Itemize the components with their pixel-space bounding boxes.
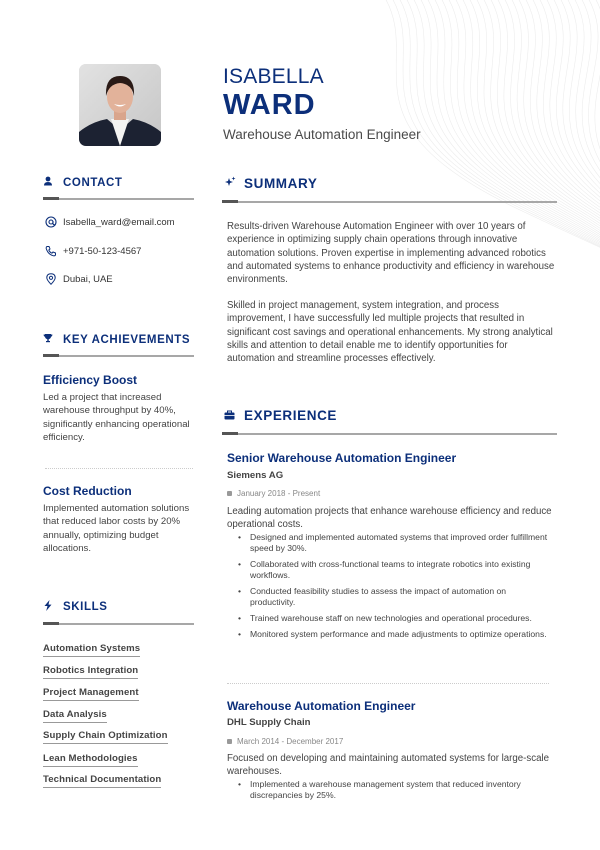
skills-heading [43, 600, 108, 614]
achievement-title: Cost Reduction [43, 484, 132, 498]
contact-email[interactable] [45, 216, 175, 228]
achievement-separator [45, 468, 193, 469]
achievement-title: Efficiency Boost [43, 373, 138, 387]
phone-icon [45, 245, 63, 257]
job-company: Siemens AG [227, 470, 284, 481]
job-bullets [238, 532, 548, 644]
skills-heading-label: SKILLS [63, 601, 108, 613]
job-title: Warehouse Automation Engineer [223, 127, 421, 142]
skill-item: Technical Documentation [43, 774, 161, 788]
person-photo-icon [79, 64, 161, 146]
skill-item: Robotics Integration [43, 665, 138, 679]
contact-divider [43, 198, 194, 200]
job-title: Warehouse Automation Engineer [227, 699, 416, 713]
job-bullet: • Monitored system performance and made adjustments to optimize operations. [238, 629, 548, 640]
wave-line [555, 0, 600, 475]
phone-text: +971-50-123-4567 [63, 245, 142, 257]
achievements-heading-label: KEY ACHIEVEMENTS [63, 333, 191, 346]
achievements-divider [43, 355, 194, 357]
briefcase-icon [224, 408, 240, 423]
job-bullet: • Implemented a warehouse management system that reduced inventory discrepancies by 25%. [238, 779, 548, 802]
email-text: Isabella_ward@email.com [63, 216, 175, 228]
experience-divider [222, 433, 557, 435]
trophy-icon [43, 333, 59, 346]
skill-item: Project Management [43, 687, 139, 701]
achievement-item [43, 373, 198, 445]
job-dates-text: March 2014 - December 2017 [237, 737, 344, 746]
summary-heading [224, 176, 317, 191]
skill-item: Supply Chain Optimization [43, 730, 168, 744]
contact-heading [43, 176, 123, 189]
summary-paragraph: Skilled in project management, system integration, and process improvement, I have successfully led multiple projects that resulted in significant cost savings and operational enhancements. My strong analytical skills and attention to detail enable me to identify opportunities for automation and streamline processes effectively. [227, 300, 553, 365]
location-pin-icon [45, 273, 63, 285]
summary-divider [222, 201, 557, 203]
job-dates [227, 489, 320, 498]
job-title: Senior Warehouse Automation Engineer [227, 451, 457, 465]
job-dates [227, 737, 343, 746]
first-name: ISABELLA [223, 65, 324, 88]
wave-line [590, 0, 600, 510]
sparkle-icon [224, 176, 240, 191]
calendar-icon [227, 739, 232, 744]
job-description: Leading automation projects that enhance warehouse efficiency and reduce operational costs. [227, 506, 552, 531]
at-icon [45, 216, 63, 228]
skill-item: Data Analysis [43, 709, 107, 723]
job-company: DHL Supply Chain [227, 717, 311, 728]
contact-phone[interactable] [45, 245, 141, 257]
last-name: WARD [223, 89, 316, 121]
wave-line [569, 0, 600, 489]
wave-line [576, 0, 600, 496]
skill-item: Lean Methodologies [43, 753, 138, 767]
profile-photo [79, 64, 161, 146]
summary-paragraph: Results-driven Warehouse Automation Engineer with over 10 years of experience in optimizing supply chain operations through innovative automation solutions. Proven expertise in implementing advanced robotics and automated systems to enhance productivity and efficiency in warehouse environments. [227, 221, 555, 286]
summary-heading-label: SUMMARY [244, 176, 318, 191]
wave-line [583, 0, 600, 503]
experience-heading-label: EXPERIENCE [244, 408, 338, 423]
achievement-text: Implemented automation solutions that reduced labor costs by 20% annually, optimizing budget allocations. [43, 503, 190, 555]
location-text: Dubai, UAE [63, 273, 113, 285]
job-bullet: • Trained warehouse staff on new technologies and operational procedures. [238, 613, 548, 624]
job-dates-text: January 2018 - Present [237, 489, 321, 498]
contact-location [45, 273, 113, 285]
lightning-icon [43, 600, 59, 614]
achievement-item [43, 484, 198, 556]
user-icon [43, 176, 59, 189]
wave-line [422, 0, 600, 342]
job-bullets [238, 779, 548, 806]
achievement-text: Led a project that increased warehouse throughput by 40%, significantly enhancing operational efficiency. [43, 392, 190, 444]
job-bullet: • Collaborated with cross-functional teams to integrate robotics into existing workflows. [238, 559, 548, 582]
skill-item: Automation Systems [43, 643, 140, 657]
achievements-heading [43, 333, 190, 346]
contact-heading-label: CONTACT [63, 176, 123, 189]
job-bullet: • Designed and implemented automated systems that improved order fulfillment speed by 30%. [238, 532, 548, 555]
experience-heading [224, 408, 337, 423]
wave-line [429, 0, 600, 349]
wave-line [562, 0, 600, 482]
job-description: Focused on developing and maintaining automated systems for large-scale warehouses. [227, 753, 550, 778]
job-bullet: • Conducted feasibility studies to assess the impact of automation on productivity. [238, 586, 548, 609]
calendar-icon [227, 491, 232, 496]
job-separator [227, 683, 549, 684]
wave-line [513, 0, 600, 433]
skills-divider [43, 623, 194, 625]
